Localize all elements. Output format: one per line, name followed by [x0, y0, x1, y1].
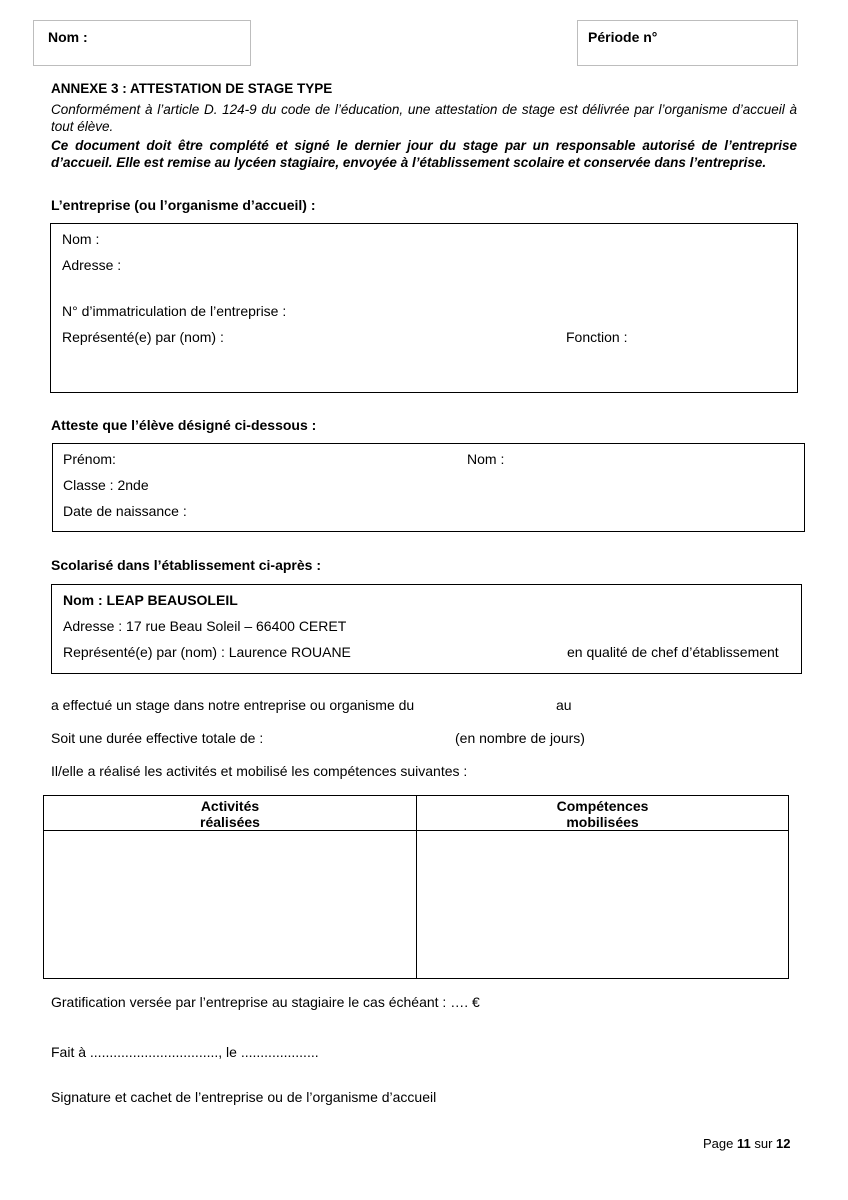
periode-label: Période n° — [588, 29, 658, 45]
student-prenom: Prénom: — [63, 451, 116, 467]
company-box — [50, 223, 798, 393]
school-adresse: Adresse : 17 rue Beau Soleil – 66400 CERET — [63, 618, 347, 634]
page-total: 12 — [776, 1136, 791, 1151]
stage-effectue: a effectué un stage dans notre entreprise ou organisme du — [51, 697, 415, 713]
intro-bold: Ce document doit être complété et signé le dernier jour du stage par un responsable autorisé de l’entreprise d’accueil. Elle est remise au lycéen stagiaire, envoyée à l’établissement scolaire et conservée dans l’entreprise. — [51, 138, 797, 170]
school-heading: Scolarisé dans l’établissement ci-après : — [51, 557, 322, 573]
company-represente: Représenté(e) par (nom) : — [62, 329, 224, 345]
page-current: 11 — [736, 1136, 751, 1151]
col-competences-line1: Compétences — [556, 798, 649, 814]
company-heading: L’entreprise (ou l’organisme d’accueil) : — [51, 197, 316, 213]
table-header-row — [44, 796, 789, 831]
student-naissance: Date de naissance : — [63, 503, 187, 519]
school-qualite: en qualité de chef d’établissement — [567, 644, 779, 660]
nom-box[interactable] — [33, 20, 251, 66]
student-nom: Nom : — [467, 451, 505, 467]
page-mid: sur — [750, 1136, 777, 1151]
competences-cell[interactable] — [417, 831, 789, 979]
activites-cell[interactable] — [44, 831, 417, 979]
fait-a-line: Fait à ................................., le .................... — [51, 1044, 319, 1060]
nom-label: Nom : — [48, 29, 88, 45]
table-row — [44, 831, 789, 979]
company-immatriculation: N° d’immatriculation de l’entreprise : — [62, 303, 287, 319]
company-nom: Nom : — [62, 231, 100, 247]
company-fonction: Fonction : — [566, 329, 628, 345]
school-box — [51, 584, 802, 674]
activites-intro: Il/elle a réalisé les activités et mobilisé les compétences suivantes : — [51, 763, 468, 779]
signature-line: Signature et cachet de l’entreprise ou de l’organisme d’accueil — [51, 1089, 437, 1105]
periode-box[interactable] — [577, 20, 798, 66]
school-nom: Nom : LEAP BEAUSOLEIL — [63, 592, 238, 608]
school-represente: Représenté(e) par (nom) : Laurence ROUANE — [63, 644, 351, 660]
stage-duree: Soit une durée effective totale de : — [51, 730, 264, 746]
col-activites-line1: Activités — [200, 798, 260, 814]
student-heading: Atteste que l’élève désigné ci-dessous : — [51, 417, 317, 433]
stage-nb-jours: (en nombre de jours) — [455, 730, 585, 746]
gratification-line: Gratification versée par l’entreprise au stagiaire le cas échéant : …. € — [51, 994, 480, 1010]
col-activites-line2: réalisées — [200, 814, 260, 830]
col-competences-header — [417, 796, 789, 831]
page-number — [703, 1136, 791, 1151]
stage-au: au — [556, 697, 572, 713]
company-adresse: Adresse : — [62, 257, 122, 273]
student-box — [52, 443, 805, 532]
col-competences-line2: mobilisées — [566, 814, 639, 830]
student-classe: Classe : 2nde — [63, 477, 149, 493]
page-prefix: Page — [703, 1136, 737, 1151]
col-activites-header — [44, 796, 417, 831]
activities-table — [43, 795, 789, 979]
annex-title: ANNEXE 3 : ATTESTATION DE STAGE TYPE — [51, 81, 333, 96]
intro-italic: Conformément à l’article D. 124-9 du code de l’éducation, une attestation de stage est délivrée par l’organisme d’accueil à tout élève. — [51, 102, 797, 134]
